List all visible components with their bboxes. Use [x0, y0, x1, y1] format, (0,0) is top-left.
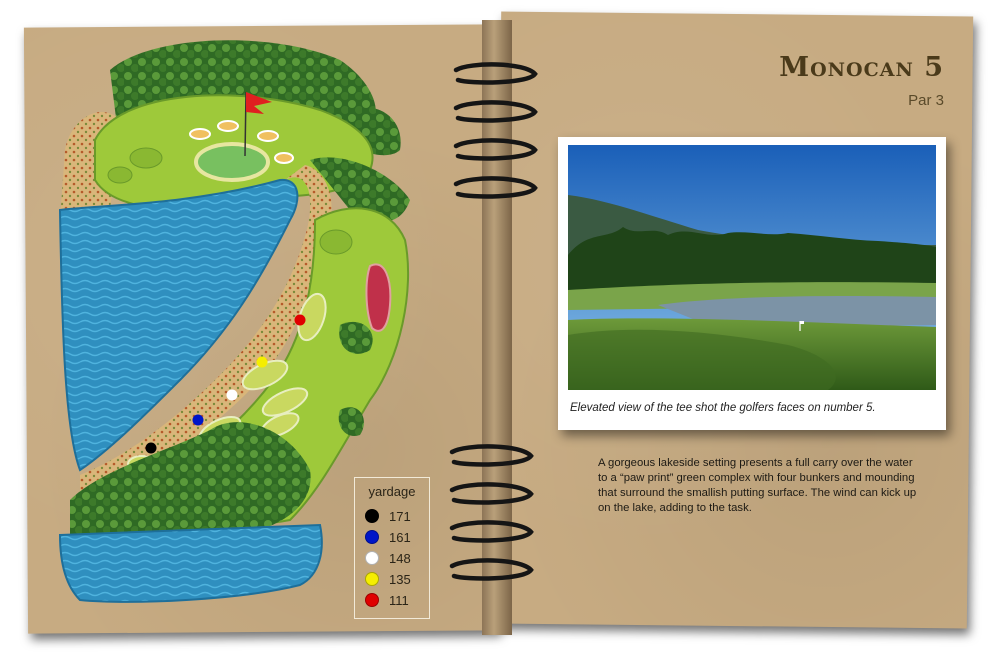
legend-item [365, 508, 411, 524]
front-water [60, 525, 322, 602]
legend-item [365, 592, 409, 608]
marker-135 [257, 357, 268, 368]
blue-dot-icon [365, 530, 379, 544]
legend-value: 148 [389, 550, 411, 566]
legend-value: 161 [389, 529, 411, 545]
legend-title: yardage [368, 484, 416, 499]
photo-card [558, 137, 946, 430]
hole-photo [568, 145, 936, 390]
marker-161 [193, 415, 204, 426]
legend-value: 171 [389, 508, 411, 524]
yardage-legend [354, 477, 430, 619]
yellow-dot-icon [365, 572, 379, 586]
marker-148 [227, 390, 238, 401]
legend-item [365, 529, 411, 545]
black-dot-icon [365, 509, 379, 523]
hole-title: Monocan 5 [779, 52, 944, 83]
photo-caption: Elevated view of the tee shot the golfers faces on number 5. [570, 402, 876, 414]
hole-description: A gorgeous lakeside setting presents a full carry over the water to a “paw print” green complex with four bunkers and mounding that surround the smallish putting surface. The wind can kick up on the lake, adding to the task. [598, 457, 917, 514]
white-dot-icon [365, 551, 379, 565]
putting-green [196, 144, 268, 180]
marker-111 [295, 315, 306, 326]
legend-value: 111 [389, 592, 409, 608]
legend-item [365, 550, 411, 566]
legend-value: 135 [389, 571, 411, 587]
red-dot-icon [365, 593, 379, 607]
marker-171 [146, 443, 157, 454]
hole-par: Par 3 [908, 92, 944, 109]
legend-item [365, 571, 411, 587]
